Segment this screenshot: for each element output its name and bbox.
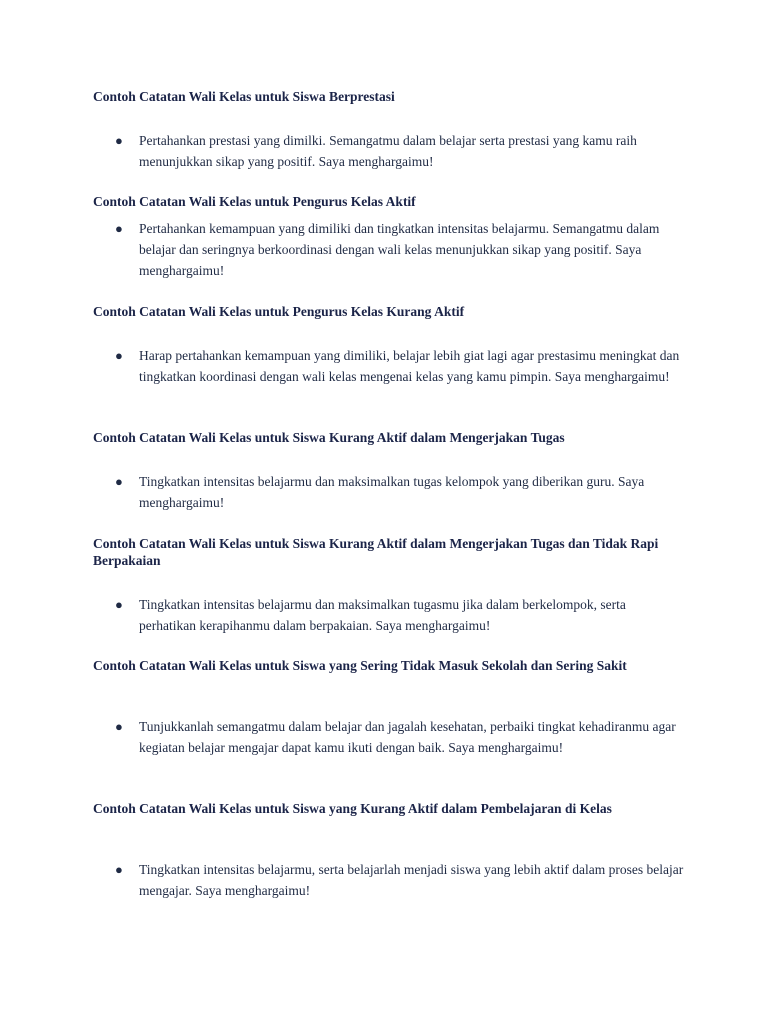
bullet-item-pengurus-kelas-aktif bbox=[115, 218, 684, 281]
section-heading-pengurus-kelas-aktif: Contoh Catatan Wali Kelas untuk Pengurus Kelas Aktif bbox=[93, 194, 416, 209]
section-heading-siswa-berprestasi: Contoh Catatan Wali Kelas untuk Siswa Berprestasi bbox=[93, 89, 395, 104]
bullet-text: Pertahankan prestasi yang dimilki. Semangatmu dalam belajar serta prestasi yang kamu raih menunjukkan sikap yang positif. Saya menghargaimu! bbox=[139, 133, 637, 169]
bullet-text: Pertahankan kemampuan yang dimiliki dan tingkatkan intensitas belajarmu. Semangatmu dalam belajar dan seringnya berkoordinasi dengan wali kelas menunjukkan sikap yang positif. Saya menghargaimu! bbox=[139, 221, 660, 278]
bullet-item-siswa-berprestasi bbox=[115, 130, 684, 172]
bullet-text: Tingkatkan intensitas belajarmu dan maksimalkan tugasmu jika dalam berkelompok, serta perhatikan kerapihanmu dalam berpakaian. Saya menghargaimu! bbox=[139, 597, 626, 633]
bullet-dot-icon: ● bbox=[115, 133, 123, 148]
section-heading-sering-tidak-masuk: Contoh Catatan Wali Kelas untuk Siswa yang Sering Tidak Masuk Sekolah dan Sering Sakit bbox=[93, 658, 627, 673]
section-heading-tugas-tidak-rapi: Contoh Catatan Wali Kelas untuk Siswa Kurang Aktif dalam Mengerjakan Tugas dan Tidak Rapi Berpakaian bbox=[93, 536, 659, 568]
bullet-dot-icon: ● bbox=[115, 719, 123, 734]
bullet-item-sering-tidak-masuk bbox=[115, 716, 684, 758]
bullet-text: Tingkatkan intensitas belajarmu, serta belajarlah menjadi siswa yang lebih aktif dalam proses belajar mengajar. Saya menghargaimu! bbox=[139, 862, 684, 898]
section-heading-pengurus-kelas-kurang-aktif: Contoh Catatan Wali Kelas untuk Pengurus Kelas Kurang Aktif bbox=[93, 304, 465, 319]
bullet-text: Harap pertahankan kemampuan yang dimiliki, belajar lebih giat lagi agar prestasimu meningkat dan tingkatkan koordinasi dengan wali kelas mengenai kelas yang kamu pimpin. Saya menghargaimu! bbox=[139, 348, 680, 384]
bullet-dot-icon: ● bbox=[115, 348, 123, 363]
bullet-item-tugas-tidak-rapi bbox=[115, 594, 684, 636]
section-heading-kurang-aktif-pembelajaran: Contoh Catatan Wali Kelas untuk Siswa yang Kurang Aktif dalam Pembelajaran di Kelas bbox=[93, 801, 612, 816]
section-heading-kurang-aktif-tugas: Contoh Catatan Wali Kelas untuk Siswa Kurang Aktif dalam Mengerjakan Tugas bbox=[93, 430, 565, 445]
bullet-item-kurang-aktif-pembelajaran bbox=[115, 859, 684, 901]
bullet-text: Tunjukkanlah semangatmu dalam belajar dan jagalah kesehatan, perbaiki tingkat kehadiranmu agar kegiatan belajar mengajar dapat kamu ikuti dengan baik. Saya menghargaimu! bbox=[139, 719, 676, 755]
bullet-dot-icon: ● bbox=[115, 862, 123, 877]
bullet-dot-icon: ● bbox=[115, 474, 123, 489]
bullet-dot-icon: ● bbox=[115, 597, 123, 612]
bullet-text: Tingkatkan intensitas belajarmu dan maksimalkan tugas kelompok yang diberikan guru. Saya menghargaimu! bbox=[139, 474, 645, 510]
bullet-item-kurang-aktif-tugas bbox=[115, 471, 684, 513]
bullet-dot-icon: ● bbox=[115, 221, 123, 236]
bullet-item-pengurus-kelas-kurang-aktif bbox=[115, 345, 684, 387]
